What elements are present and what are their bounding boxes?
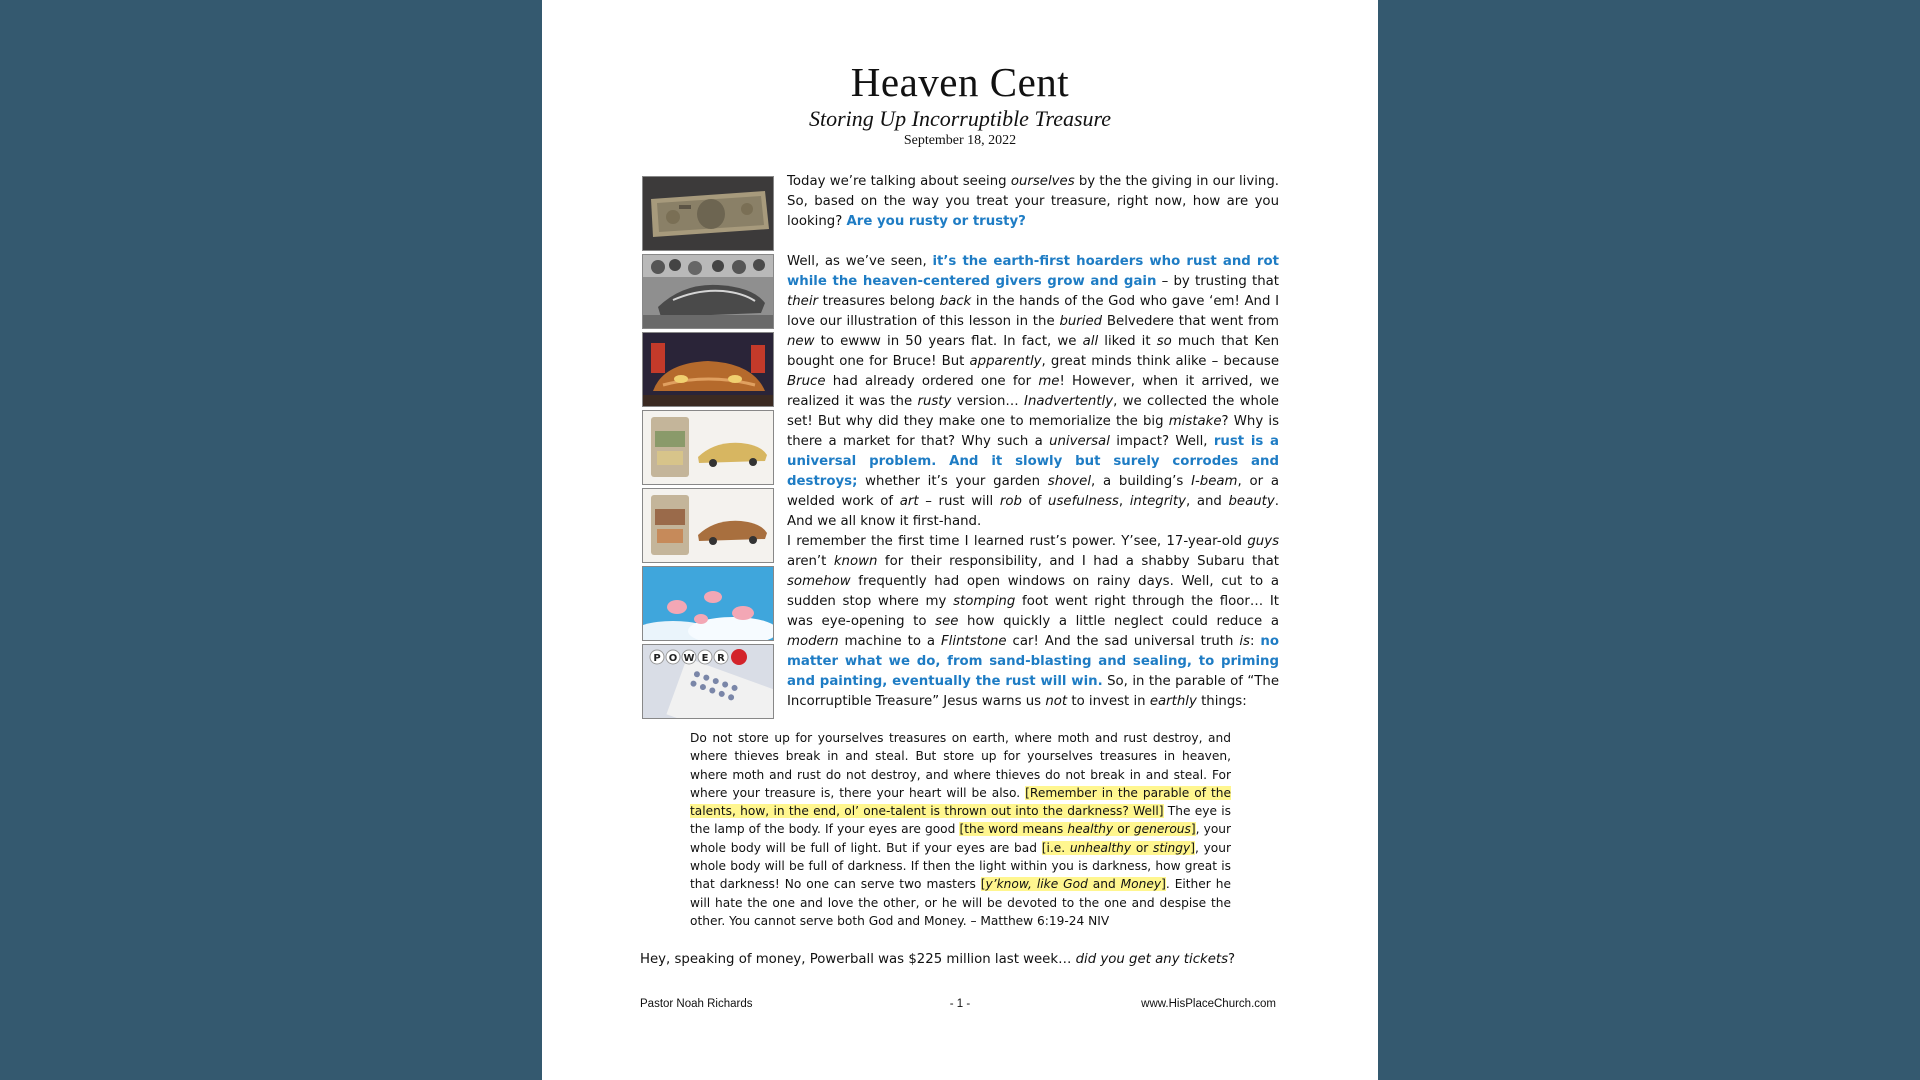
text-run: Hey, speaking of money, Powerball was $225 million last week… [640, 952, 1076, 967]
text-run: Belvedere that went from [1102, 314, 1279, 329]
highlighted-text: rust is a universal problem. And it slowly but surely corrodes and destroys; [787, 434, 1279, 489]
text-run: , a building’s [1091, 474, 1192, 489]
paragraph-intro [787, 172, 1279, 232]
highlighted-text: it’s the earth-first hoarders who rust and rot while the heaven-centered givers grow and gain [787, 254, 1279, 289]
powerball-letter: E [701, 653, 709, 664]
text-run: things: [1196, 694, 1247, 709]
annotation-text: stingy [1153, 840, 1191, 855]
text-run: I-beam [1191, 474, 1238, 489]
text-run: Today we’re talking about seeing [787, 174, 1011, 189]
annotation-text: unhealthy [1069, 840, 1132, 855]
footer-website[interactable]: www.HisPlaceChurch.com [1141, 998, 1276, 1010]
document-date: September 18, 2022 [903, 133, 1017, 148]
text-run: rusty [917, 394, 952, 409]
text-run: much that Ken bought one for Bruce! But [787, 334, 1279, 369]
powerball-letter: R [717, 653, 725, 664]
text-run: back [939, 294, 972, 309]
text-run: is [1239, 634, 1250, 649]
text-run: , we collected the whole set! But why did they make one to memorialize the big [787, 394, 1279, 429]
powerball-image [642, 644, 774, 719]
text-run: , [1118, 494, 1130, 509]
text-run: machine to a [838, 634, 942, 649]
text-run: to invest in [1067, 694, 1150, 709]
text-run: earthly [1149, 694, 1197, 709]
text-run: aren’t [787, 554, 834, 569]
text-run: ! However, when it arrived, we realized it was the [787, 374, 1280, 409]
annotation-text: ] [1190, 840, 1195, 855]
text-run: impact? Well, [1109, 434, 1214, 449]
text-run: : [1249, 634, 1261, 649]
footer-page-number: - 1 - [949, 998, 971, 1010]
text-run: stomping [953, 594, 1016, 609]
text-run: Bruce [787, 374, 826, 389]
paragraph-subaru [787, 532, 1279, 712]
text-run: whether it’s your garden [857, 474, 1048, 489]
text-run: , your whole body will be full of darkness. If then the light within you is darkness, how great is that darkness! No one can serve two masters [690, 840, 1231, 892]
dollar-bill-image [642, 176, 774, 251]
buried-car-image [642, 254, 774, 329]
document-page [542, 0, 1378, 1080]
text-run: buried [1059, 314, 1103, 329]
text-run: see [935, 614, 959, 629]
text-run: by the the giving in our living. So, based on the way you treat your treasure, right now, how are you looking? [787, 174, 1279, 229]
text-run: mistake [1168, 414, 1222, 429]
document-title: Heaven Cent [850, 59, 1070, 105]
text-run: apparently [969, 354, 1042, 369]
annotation-text: or [1131, 840, 1154, 855]
text-run: so [1156, 334, 1172, 349]
text-run: guys [1247, 534, 1279, 549]
text-run: treasures belong [817, 294, 940, 309]
text-run: . And we all know it first-hand. [787, 494, 1279, 529]
text-run: Inadvertently [1024, 394, 1114, 409]
text-run: art [899, 494, 919, 509]
annotation-text: God [1063, 877, 1088, 892]
text-run: car! And the sad universal truth [1006, 634, 1240, 649]
text-run: – by trusting that [1156, 274, 1279, 289]
annotation-text: or [1113, 822, 1134, 837]
text-run: ourselves [1010, 174, 1075, 189]
toy-car-rusty-image [642, 488, 774, 563]
annotation-text: and [1087, 877, 1121, 892]
text-run: liked it [1098, 334, 1157, 349]
text-run: to ewww in 50 years flat. In fact, we [814, 334, 1083, 349]
text-run: modern [787, 634, 839, 649]
text-run: , great minds think alike – because [1041, 354, 1279, 369]
text-run: not [1045, 694, 1068, 709]
text-run: had already ordered one for [825, 374, 1039, 389]
text-run: frequently had open windows on rainy days. Well, cut to a sudden stop where my [787, 574, 1279, 609]
highlighted-text: no matter what we do, from sand-blasting and sealing, to priming and painting, eventually the rust will win. [787, 634, 1280, 689]
annotation-text: y’know, like [985, 877, 1064, 892]
powerball-letter: O [668, 653, 678, 664]
powerball-letter: P [653, 653, 661, 664]
text-run: – rust will [918, 494, 1000, 509]
text-run: usefulness [1048, 494, 1119, 509]
text-run: how quickly a little neglect could reduce a [958, 614, 1279, 629]
text-run: in the hands of the God who gave ‘em! And I love our illustration of this lesson in the [787, 294, 1279, 329]
annotation-text: [ [980, 877, 986, 892]
text-run: all [1082, 334, 1099, 349]
text-run: known [833, 554, 878, 569]
text-run: Do not store up for yourselves treasures on earth, where moth and rust destroy, and where thieves break in and steal. But store up for yourselves treasures in heaven, where moth and rust do not destroy, and where thieves do not break in and steal. For where your treasure is, there your heart will be also. [690, 731, 1231, 800]
paragraph-powerball [640, 950, 1280, 970]
text-run: of [1021, 494, 1049, 509]
flying-piggy-banks-image [642, 566, 774, 641]
rusty-belvedere-image [642, 332, 774, 407]
powerball-letter: W [683, 653, 695, 664]
text-run: , your whole body will be full of light. But if your eyes are bad [690, 822, 1232, 855]
annotation-text: [the word means [959, 822, 1068, 837]
illustration-column [642, 176, 774, 722]
text-run: rob [999, 494, 1022, 509]
annotation-text: [i.e. [1041, 840, 1070, 855]
annotation-text: ] [1161, 877, 1166, 892]
text-run: Well, as we’ve seen, [787, 254, 933, 269]
text-run: universal [1049, 434, 1110, 449]
text-run: their [787, 294, 818, 309]
text-run: did you get any tickets [1075, 952, 1229, 967]
annotation-text: ] [1190, 822, 1196, 837]
annotation-text: healthy [1067, 822, 1114, 837]
text-run: me [1038, 374, 1060, 389]
text-run: I remember the first time I learned rust’s power. Y’see, 17-year-old [787, 534, 1248, 549]
document-subtitle: Storing Up Incorruptible Treasure [808, 106, 1112, 131]
text-run: beauty [1228, 494, 1275, 509]
text-run: Flintstone [941, 634, 1007, 649]
annotation-text: Money [1120, 877, 1162, 892]
text-run: ? Why is there a market for that? Why such a [787, 414, 1279, 449]
scripture-quote [690, 729, 1231, 930]
text-run: , or a welded work of [787, 474, 1279, 509]
text-run: for their responsibility, and I had a shabby Subaru that [877, 554, 1279, 569]
text-run: version… [951, 394, 1025, 409]
text-run: foot went right through the floor… It was eye-opening to [787, 594, 1279, 629]
text-run: somehow [787, 574, 851, 589]
annotation-text: generous [1133, 822, 1191, 837]
footer-author: Pastor Noah Richards [640, 998, 753, 1010]
text-run: shovel [1047, 474, 1092, 489]
text-run: So, in the parable of “The Incorruptible Treasure” Jesus warns us [787, 674, 1279, 709]
text-run: . Either he will hate the one and love the other, or he will be devoted to the one and despise the other. You cannot serve both God and Money. – Matthew 6:19-24 NIV [690, 877, 1231, 928]
text-run: ? [1228, 952, 1236, 967]
paragraph-rust [787, 252, 1279, 532]
annotation-text: [Remember in the parable of the talents, how, in the end, ol’ one-talent is thrown out into the darkness? Well] [690, 785, 1232, 819]
text-run: The eye is the lamp of the body. If your eyes are good [690, 804, 1232, 837]
toy-car-new-image [642, 410, 774, 485]
highlighted-text: Are you rusty or trusty? [846, 214, 1026, 229]
text-run: new [787, 334, 815, 349]
text-run: , and [1185, 494, 1229, 509]
text-run: integrity [1129, 494, 1186, 509]
